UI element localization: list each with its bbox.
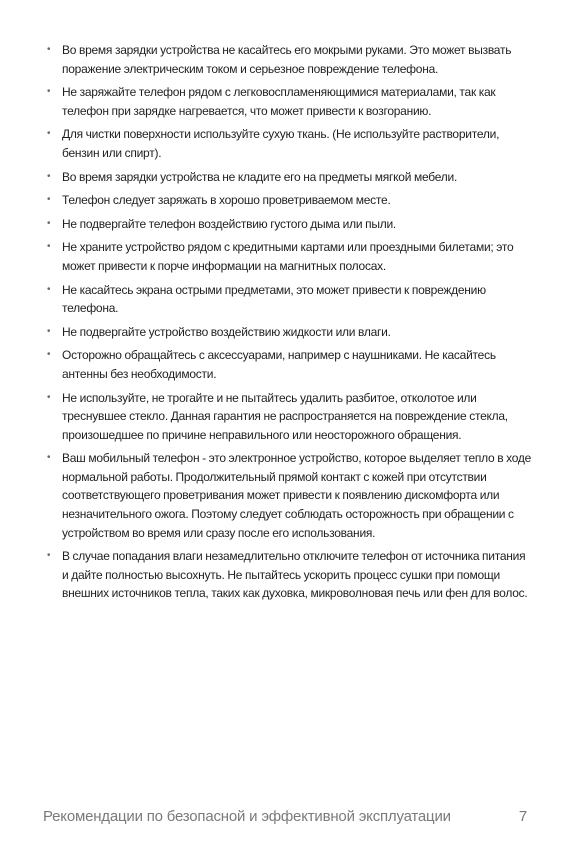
bullet-item	[47, 547, 532, 603]
bullet-icon: •	[47, 452, 51, 464]
safety-bullet-list	[47, 41, 532, 608]
bullet-item	[47, 215, 532, 234]
page-footer	[43, 806, 527, 828]
bullet-text: Телефон следует заряжать в хорошо проветриваемом месте.	[62, 193, 391, 208]
bullet-icon: •	[47, 283, 51, 295]
bullet-text: Во время зарядки устройства не касайтесь его мокрыми руками. Это может вызвать поражение электрическим током и серьезное повреждение телефона.	[62, 43, 512, 76]
bullet-text: Не касайтесь экрана острыми предметами, это может привести к повреждению телефона.	[62, 282, 486, 316]
bullet-text: Не подвергайте телефон воздействию густого дыма или пыли.	[62, 216, 396, 231]
bullet-item	[47, 346, 532, 383]
bullet-icon: •	[47, 194, 51, 206]
bullet-item	[47, 83, 532, 120]
footer-section-title: Рекомендации по безопасной и эффективной эксплуатации	[43, 808, 451, 825]
bullet-item	[47, 281, 532, 318]
bullet-item	[47, 191, 532, 210]
bullet-item	[47, 238, 532, 275]
bullet-text: Ваш мобильный телефон - это электронное устройство, которое выделяет тепло в ходе нормальной работы. Продолжительный прямой контакт с кожей при отсутствии соответствующего проветривания может привести к появлению дискомфорта или незначительного ожога. Поэтому следует соблюдать осторожность при обращении с устройством во время или сразу после его использования.	[62, 451, 532, 540]
bullet-icon: •	[47, 86, 51, 98]
bullet-icon: •	[47, 44, 51, 55]
bullet-icon: •	[47, 241, 51, 253]
bullet-icon: •	[47, 325, 51, 337]
bullet-item	[47, 168, 532, 187]
bullet-text: Не храните устройство рядом с кредитными картами или проездными билетами; это может привести к порче информации на магнитных полосах.	[62, 240, 514, 273]
bullet-text: Осторожно обращайтесь с аксессуарами, например с наушниками. Не касайтесь антенны без необходимости.	[62, 348, 496, 381]
bullet-icon: •	[47, 170, 51, 182]
page-number: 7	[518, 808, 527, 825]
bullet-item	[47, 389, 532, 445]
bullet-icon: •	[47, 349, 51, 361]
bullet-icon: •	[47, 128, 51, 140]
bullet-icon: •	[47, 217, 51, 229]
bullet-text: Не заряжайте телефон рядом с легковоспламеняющимися материалами, так как телефон при зарядке нагревается, что может привести к возгоранию.	[62, 85, 496, 118]
bullet-item	[47, 323, 532, 342]
bullet-text: Не используйте, не трогайте и не пытайтесь удалить разбитое, отколотое или треснувшее стекло. Данная гарантия не распространяется на повреждение стекла, произошедшее по причине неправильного или неосторожного обращения.	[62, 390, 508, 442]
bullet-icon: •	[47, 550, 51, 562]
bullet-item	[47, 125, 532, 162]
bullet-text: В случае попадания влаги незамедлительно отключите телефон от источника питания и дайте полностью высохнуть. Не пытайтесь ускорить процесс сушки при помощи внешних источников тепла, таких как духовка, микроволновая печь или фен для волос.	[62, 549, 528, 601]
bullet-text: Во время зарядки устройства не кладите его на предметы мягкой мебели.	[62, 169, 458, 184]
bullet-text: Не подвергайте устройство воздействию жидкости или влаги.	[62, 324, 391, 339]
bullet-text: Для чистки поверхности используйте сухую ткань. (Не используйте растворители, бензин или спирт).	[62, 127, 500, 160]
bullet-item	[47, 41, 532, 78]
bullet-item	[47, 449, 532, 542]
bullet-icon: •	[47, 391, 51, 403]
